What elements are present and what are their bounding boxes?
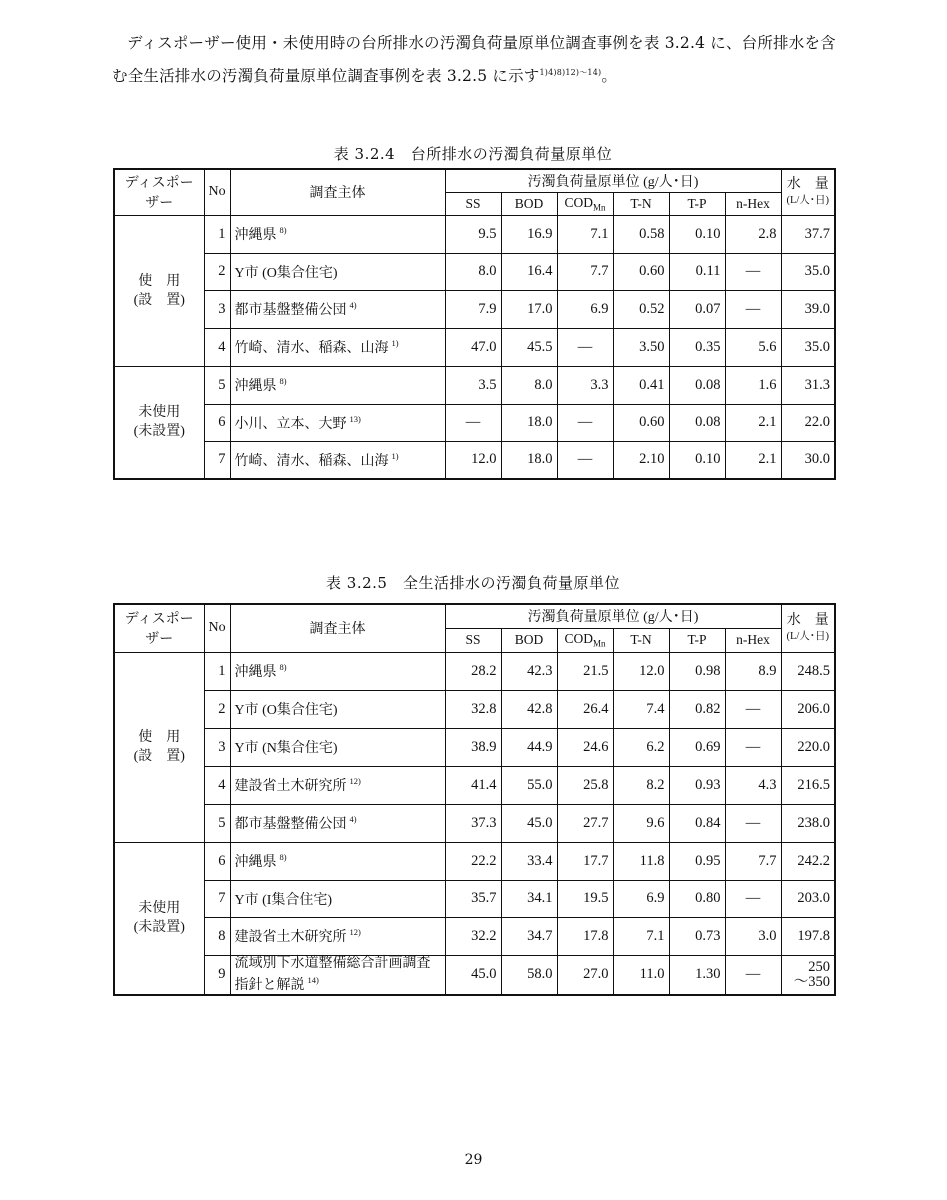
- org-name: 竹崎、清水、稲森、山海: [234, 341, 389, 356]
- cell-tn: 0.58: [613, 215, 669, 253]
- org-ref: 8): [279, 852, 287, 862]
- org-name: Y市 (I集合住宅): [234, 892, 333, 908]
- cell-tp: 0.11: [669, 253, 725, 290]
- cell-water: 39.0: [781, 290, 835, 328]
- table-row: [114, 917, 835, 955]
- table-row: [114, 880, 835, 917]
- cell-nhex: —: [725, 290, 781, 328]
- cell-nhex: —: [725, 690, 781, 728]
- header-cod-sub: Mn: [593, 202, 606, 213]
- cell-water: 197.8: [781, 917, 835, 955]
- cell-tn: 7.4: [613, 690, 669, 728]
- page-number: 29: [464, 1152, 483, 1168]
- cell-nhex: 2.8: [725, 215, 781, 253]
- cell-tp: 0.95: [669, 842, 725, 880]
- cell-no: 2: [204, 690, 230, 728]
- intro-refs: 1)4)8)12)～14): [539, 68, 602, 77]
- cell-tp: 0.10: [669, 441, 725, 479]
- cell-bod: 16.9: [501, 215, 557, 253]
- cell-nhex: —: [725, 253, 781, 290]
- header-cod-label: COD: [564, 631, 593, 647]
- cell-org: [230, 652, 445, 690]
- cell-cod: 26.4: [557, 690, 613, 728]
- table-row: [114, 766, 835, 804]
- cell-no: 7: [204, 441, 230, 479]
- cell-cod: 17.7: [557, 842, 613, 880]
- cell-tp: 0.84: [669, 804, 725, 842]
- cell-cod: —: [557, 441, 613, 479]
- cell-tn: 2.10: [613, 441, 669, 479]
- cell-nhex: 2.1: [725, 441, 781, 479]
- group-used: [114, 215, 204, 366]
- org-name: 小川、立本、大野: [234, 416, 347, 432]
- group-label: 未使用: [138, 405, 181, 421]
- cell-no: 3: [204, 290, 230, 328]
- cell-bod: 44.9: [501, 728, 557, 766]
- group-label: 使 用: [138, 273, 181, 289]
- intro-text: ディスポーザー使用・未使用時の台所排水の汚濁負荷量原単位調査事例を表 3.2.4 に、台所排水を含む全生活排水の汚濁負荷量原単位調査事例を表 3.2.5 に示す: [112, 34, 836, 85]
- cell-ss: 41.4: [445, 766, 501, 804]
- cell-cod: 19.5: [557, 880, 613, 917]
- org-name: 都市基盤整備公団: [234, 817, 347, 832]
- cell-org: [230, 328, 445, 366]
- header-no: No: [204, 169, 230, 215]
- cell-nhex: 2.1: [725, 404, 781, 441]
- cell-water: 206.0: [781, 690, 835, 728]
- cell-cod: 27.0: [557, 955, 613, 995]
- org-ref: 14): [307, 974, 319, 985]
- cell-nhex: —: [725, 728, 781, 766]
- org-ref: 1): [391, 338, 399, 348]
- group-sublabel: (設 置): [133, 292, 185, 308]
- cell-no: 7: [204, 880, 230, 917]
- table-row: [114, 804, 835, 842]
- cell-bod: 18.0: [501, 404, 557, 441]
- cell-tp: 0.69: [669, 728, 725, 766]
- cell-water: 220.0: [781, 728, 835, 766]
- header-water: [781, 604, 835, 652]
- cell-org: [230, 880, 445, 917]
- header-ss: SS: [445, 628, 501, 652]
- cell-tp: 0.35: [669, 328, 725, 366]
- cell-bod: 8.0: [501, 366, 557, 404]
- cell-nhex: 4.3: [725, 766, 781, 804]
- table-row: [114, 652, 835, 690]
- org-name: 建設省土木研究所: [234, 779, 347, 794]
- cell-org: [230, 955, 445, 995]
- header-cod-label: COD: [564, 194, 593, 210]
- header-water: [781, 169, 835, 215]
- table-row: [114, 328, 835, 366]
- org-ref: 12): [349, 927, 361, 937]
- org-name: 沖縄県: [234, 665, 277, 680]
- cell-tn: 8.2: [613, 766, 669, 804]
- group-used: [114, 652, 204, 842]
- header-cod: [557, 192, 613, 215]
- table2: [113, 603, 836, 996]
- cell-bod: 17.0: [501, 290, 557, 328]
- cell-no: 6: [204, 404, 230, 441]
- cell-org: [230, 690, 445, 728]
- org-ref: 4): [349, 814, 357, 824]
- group-unused: [114, 842, 204, 995]
- table-row: [114, 441, 835, 479]
- group-sublabel: (設 置): [133, 749, 185, 764]
- cell-ss: 12.0: [445, 441, 501, 479]
- cell-nhex: 1.6: [725, 366, 781, 404]
- cell-cod: 21.5: [557, 652, 613, 690]
- cell-ss: 45.0: [445, 955, 501, 995]
- cell-tp: 0.08: [669, 404, 725, 441]
- cell-water: 216.5: [781, 766, 835, 804]
- group-unused: [114, 366, 204, 479]
- cell-org: [230, 215, 445, 253]
- header-tp: T-P: [669, 192, 725, 215]
- table2-caption: 表 3.2.5 全生活排水の汚濁負荷量原単位: [326, 574, 620, 592]
- cell-tn: 6.2: [613, 728, 669, 766]
- group-label: 未使用: [138, 901, 181, 916]
- org-name: 都市基盤整備公団: [234, 303, 347, 318]
- header-org: 調査主体: [230, 604, 445, 652]
- header-water-label: 水 量: [786, 176, 829, 192]
- cell-no: 9: [204, 955, 230, 995]
- header-ss: SS: [445, 192, 501, 215]
- header-cod-sub: Mn: [593, 638, 606, 649]
- org-ref: 8): [279, 662, 287, 672]
- cell-ss: 32.2: [445, 917, 501, 955]
- cell-bod: 34.1: [501, 880, 557, 917]
- org-ref: 1): [391, 450, 399, 461]
- header-load: 汚濁負荷量原単位 (g/人･日): [445, 169, 781, 192]
- org-name-line2: 指針と解説: [234, 977, 305, 993]
- cell-ss: 3.5: [445, 366, 501, 404]
- header-disposer: ディスポーザー: [114, 169, 204, 215]
- cell-bod: 34.7: [501, 917, 557, 955]
- cell-water: 30.0: [781, 441, 835, 479]
- cell-cod: 7.1: [557, 215, 613, 253]
- cell-tn: 12.0: [613, 652, 669, 690]
- cell-ss: 8.0: [445, 253, 501, 290]
- cell-bod: 42.8: [501, 690, 557, 728]
- org-ref: 8): [279, 376, 287, 386]
- cell-ss: 9.5: [445, 215, 501, 253]
- cell-tp: 0.93: [669, 766, 725, 804]
- cell-org: [230, 728, 445, 766]
- header-cod: [557, 628, 613, 652]
- cell-bod: 58.0: [501, 955, 557, 995]
- cell-no: 4: [204, 328, 230, 366]
- cell-water: 242.2: [781, 842, 835, 880]
- cell-bod: 45.5: [501, 328, 557, 366]
- cell-cod: 27.7: [557, 804, 613, 842]
- cell-no: 5: [204, 804, 230, 842]
- group-sublabel: (未設置): [133, 920, 185, 935]
- org-name: Y市 (O集合住宅): [234, 265, 338, 281]
- cell-tp: 0.08: [669, 366, 725, 404]
- cell-org: [230, 290, 445, 328]
- cell-tp: 0.98: [669, 652, 725, 690]
- water-line2: ～350: [793, 973, 830, 990]
- org-name: 竹崎、清水、稲森、山海: [234, 453, 389, 469]
- cell-water: 248.5: [781, 652, 835, 690]
- cell-tp: 0.80: [669, 880, 725, 917]
- water-line1: 250: [808, 958, 830, 975]
- cell-nhex: —: [725, 804, 781, 842]
- org-name: 沖縄県: [234, 228, 277, 243]
- cell-tn: 0.41: [613, 366, 669, 404]
- cell-org: [230, 404, 445, 441]
- cell-no: 4: [204, 766, 230, 804]
- cell-tp: 0.73: [669, 917, 725, 955]
- cell-water: 238.0: [781, 804, 835, 842]
- cell-ss: 35.7: [445, 880, 501, 917]
- header-disposer: ディスポーザー: [114, 604, 204, 652]
- cell-no: 5: [204, 366, 230, 404]
- cell-ss: 28.2: [445, 652, 501, 690]
- header-tn: T-N: [613, 628, 669, 652]
- header-water-unit: (L/人･日): [786, 630, 830, 642]
- org-name: Y市 (O集合住宅): [234, 703, 338, 718]
- header-tn: T-N: [613, 192, 669, 215]
- cell-org: [230, 253, 445, 290]
- table-row: [114, 842, 835, 880]
- cell-nhex: —: [725, 955, 781, 995]
- cell-tn: 11.0: [613, 955, 669, 995]
- cell-nhex: 5.6: [725, 328, 781, 366]
- cell-bod: 55.0: [501, 766, 557, 804]
- cell-tn: 11.8: [613, 842, 669, 880]
- cell-org: [230, 766, 445, 804]
- header-org: 調査主体: [230, 169, 445, 215]
- cell-ss: —: [445, 404, 501, 441]
- cell-no: 2: [204, 253, 230, 290]
- group-label: 使 用: [138, 730, 181, 745]
- header-water-label: 水 量: [786, 612, 829, 628]
- cell-nhex: 8.9: [725, 652, 781, 690]
- cell-ss: 32.8: [445, 690, 501, 728]
- cell-tp: 0.07: [669, 290, 725, 328]
- cell-org: [230, 917, 445, 955]
- cell-tn: 3.50: [613, 328, 669, 366]
- table-row: [114, 366, 835, 404]
- table-row: [114, 690, 835, 728]
- table-row: [114, 404, 835, 441]
- cell-tp: 0.10: [669, 215, 725, 253]
- table1: [113, 168, 836, 480]
- cell-bod: 18.0: [501, 441, 557, 479]
- org-ref: 13): [349, 413, 361, 424]
- header-tp: T-P: [669, 628, 725, 652]
- cell-water: 37.7: [781, 215, 835, 253]
- table-row: [114, 215, 835, 253]
- header-water-unit: (L/人･日): [786, 194, 830, 206]
- cell-cod: 7.7: [557, 253, 613, 290]
- cell-bod: 45.0: [501, 804, 557, 842]
- cell-cod: 3.3: [557, 366, 613, 404]
- cell-water: 31.3: [781, 366, 835, 404]
- header-nhex: n-Hex: [725, 628, 781, 652]
- cell-nhex: 3.0: [725, 917, 781, 955]
- cell-tn: 0.52: [613, 290, 669, 328]
- cell-nhex: —: [725, 880, 781, 917]
- cell-ss: 38.9: [445, 728, 501, 766]
- header-load: 汚濁負荷量原単位 (g/人･日): [445, 604, 781, 628]
- cell-tn: 0.60: [613, 253, 669, 290]
- cell-no: 1: [204, 652, 230, 690]
- cell-bod: 33.4: [501, 842, 557, 880]
- cell-ss: 37.3: [445, 804, 501, 842]
- header-bod: BOD: [501, 628, 557, 652]
- cell-nhex: 7.7: [725, 842, 781, 880]
- cell-water: 35.0: [781, 253, 835, 290]
- cell-tn: 7.1: [613, 917, 669, 955]
- org-name: 建設省土木研究所: [234, 930, 347, 945]
- cell-tn: 0.60: [613, 404, 669, 441]
- cell-org: [230, 366, 445, 404]
- table-row: [114, 253, 835, 290]
- cell-org: [230, 441, 445, 479]
- cell-tn: 9.6: [613, 804, 669, 842]
- table-row: [114, 290, 835, 328]
- cell-cod: 6.9: [557, 290, 613, 328]
- cell-org: [230, 804, 445, 842]
- org-ref: 8): [279, 225, 287, 235]
- cell-cod: 24.6: [557, 728, 613, 766]
- org-name: 沖縄県: [234, 379, 277, 394]
- cell-cod: —: [557, 404, 613, 441]
- cell-cod: 17.8: [557, 917, 613, 955]
- cell-ss: 47.0: [445, 328, 501, 366]
- cell-cod: —: [557, 328, 613, 366]
- table1-caption: 表 3.2.4 台所排水の汚濁負荷量原単位: [333, 145, 613, 163]
- cell-water: 203.0: [781, 880, 835, 917]
- header-no: No: [204, 604, 230, 652]
- org-ref: 12): [349, 776, 361, 786]
- cell-bod: 42.3: [501, 652, 557, 690]
- group-sublabel: (未設置): [133, 424, 185, 440]
- cell-ss: 7.9: [445, 290, 501, 328]
- cell-tn: 6.9: [613, 880, 669, 917]
- org-name-line1: 流域別下水道整備総合計画調査: [234, 955, 431, 971]
- intro-paragraph: [112, 28, 838, 91]
- table-row: [114, 728, 835, 766]
- cell-no: 3: [204, 728, 230, 766]
- cell-no: 8: [204, 917, 230, 955]
- cell-bod: 16.4: [501, 253, 557, 290]
- cell-water: [781, 955, 835, 995]
- cell-tp: 1.30: [669, 955, 725, 995]
- cell-ss: 22.2: [445, 842, 501, 880]
- header-nhex: n-Hex: [725, 192, 781, 215]
- cell-tp: 0.82: [669, 690, 725, 728]
- cell-org: [230, 842, 445, 880]
- cell-no: 6: [204, 842, 230, 880]
- cell-water: 22.0: [781, 404, 835, 441]
- header-bod: BOD: [501, 192, 557, 215]
- cell-water: 35.0: [781, 328, 835, 366]
- cell-no: 1: [204, 215, 230, 253]
- org-ref: 4): [349, 300, 357, 310]
- org-name: 沖縄県: [234, 855, 277, 870]
- org-name: Y市 (N集合住宅): [234, 741, 338, 756]
- table-row: [114, 955, 835, 995]
- cell-cod: 25.8: [557, 766, 613, 804]
- intro-end: 。: [601, 67, 618, 85]
